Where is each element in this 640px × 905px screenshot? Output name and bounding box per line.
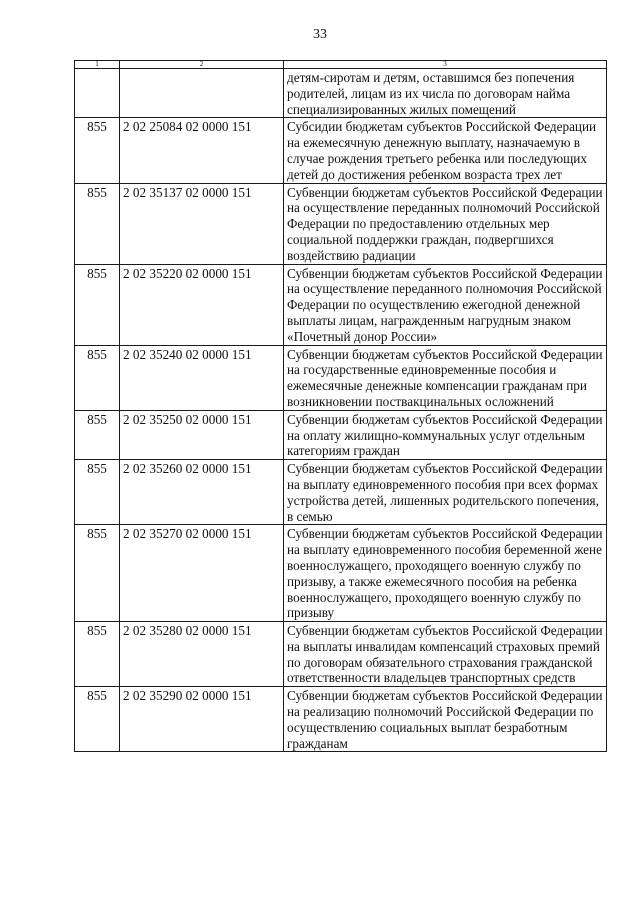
column-number-2: 2 (120, 61, 284, 69)
budget-code-cell: 2 02 25084 02 0000 151 (120, 118, 284, 183)
table-row (75, 525, 607, 622)
description-cell: Субвенции бюджетам субъектов Российской Федерации на реализацию полномочий Российской Федерации по осуществлению социальных выплат безработным гражданам (284, 687, 607, 752)
description-cell: Субвенции бюджетам субъектов Российской Федерации на оплату жилищно-коммунальных услуг отдельным категориям граждан (284, 410, 607, 459)
budget-codes-table (74, 60, 607, 752)
table-row-continuation (75, 69, 607, 118)
description-cell: детям-сиротам и детям, оставшимся без попечения родителей, лицам из их числа по договорам найма специализированных жилых помещений (284, 69, 607, 118)
budget-code-cell: 2 02 35260 02 0000 151 (120, 460, 284, 525)
admin-code-cell: 855 (75, 345, 120, 410)
description-cell: Субвенции бюджетам субъектов Российской Федерации на выплату единовременного пособия беременной жене военнослужащего, проходящего военную службу по призыву, а также ежемесячного пособия на ребенка военнослужащего, проходящего военную службу по призыву (284, 525, 607, 622)
table-row (75, 460, 607, 525)
budget-code-cell: 2 02 35270 02 0000 151 (120, 525, 284, 622)
description-cell: Субвенции бюджетам субъектов Российской Федерации на выплату единовременного пособия при всех формах устройства детей, лишенных родительского попечения, в семью (284, 460, 607, 525)
description-cell: Субвенции бюджетам субъектов Российской Федерации на осуществление переданного полномочия Российской Федерации по осуществлению ежегодной денежной выплаты лицам, награжденным нагрудным знаком «Почетный донор России» (284, 264, 607, 345)
admin-code-cell: 855 (75, 687, 120, 752)
budget-code-cell: 2 02 35290 02 0000 151 (120, 687, 284, 752)
budget-code-cell: 2 02 35137 02 0000 151 (120, 183, 284, 264)
column-number-1: 1 (75, 61, 120, 69)
page-number: 33 (313, 27, 327, 42)
description-cell: Субвенции бюджетам субъектов Российской Федерации на выплаты инвалидам компенсаций страховых премий по договорам обязательного страхования гражданской ответственности владельцев транспортных средств (284, 622, 607, 687)
table-row (75, 687, 607, 752)
budget-code-cell (120, 69, 284, 118)
budget-code-cell: 2 02 35280 02 0000 151 (120, 622, 284, 687)
table-row (75, 183, 607, 264)
description-cell: Субвенции бюджетам субъектов Российской Федерации на государственные единовременные пособия и ежемесячные денежные компенсации гражданам при возникновении поствакцинальных осложнений (284, 345, 607, 410)
description-cell: Субсидии бюджетам субъектов Российской Федерации на ежемесячную денежную выплату, назначаемую в случае рождения третьего ребенка или последующих детей до достижения ребенком возраста трех лет (284, 118, 607, 183)
admin-code-cell: 855 (75, 410, 120, 459)
admin-code-cell: 855 (75, 118, 120, 183)
column-number-3: 3 (284, 61, 607, 69)
admin-code-cell: 855 (75, 622, 120, 687)
table-row (75, 622, 607, 687)
admin-code-cell (75, 69, 120, 118)
table-header-row (75, 61, 607, 69)
budget-code-cell: 2 02 35240 02 0000 151 (120, 345, 284, 410)
admin-code-cell: 855 (75, 183, 120, 264)
table-row (75, 345, 607, 410)
table-row (75, 410, 607, 459)
table-row (75, 264, 607, 345)
table-row (75, 118, 607, 183)
budget-code-cell: 2 02 35250 02 0000 151 (120, 410, 284, 459)
admin-code-cell: 855 (75, 460, 120, 525)
budget-code-cell: 2 02 35220 02 0000 151 (120, 264, 284, 345)
description-cell: Субвенции бюджетам субъектов Российской Федерации на осуществление переданных полномочий Российской Федерации по предоставлению отдельных мер социальной поддержки граждан, подвергшихся воздействию радиации (284, 183, 607, 264)
admin-code-cell: 855 (75, 525, 120, 622)
admin-code-cell: 855 (75, 264, 120, 345)
